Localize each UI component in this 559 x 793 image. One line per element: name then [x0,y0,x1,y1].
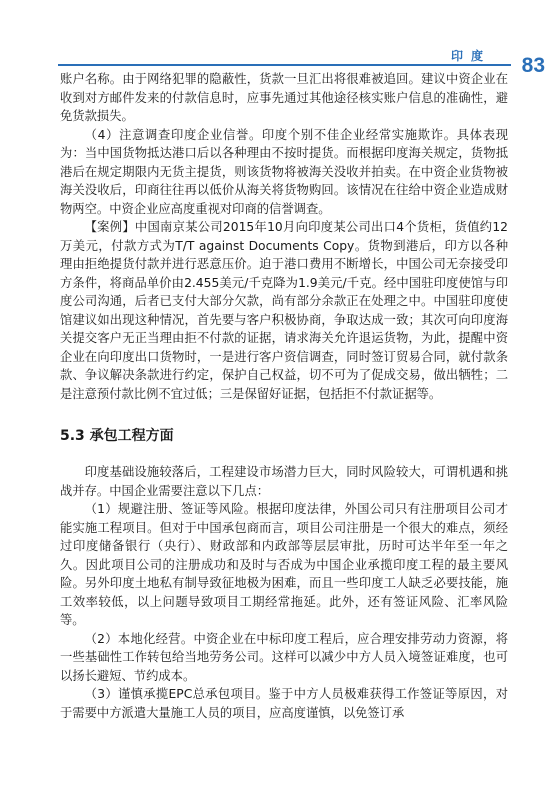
paragraph-account-name: 账户名称。由于网络犯罪的隐蔽性，货款一旦汇出将很难被追回。建议中资企业在收到对方邮件发来的付款信息时，应事先通过其他途径核实账户信息的准确性，避免货款损失。 [60,72,508,123]
page-content [60,70,508,722]
paragraph-epc: （3）谨慎承揽EPC总承包项目。鉴于中方人员极难获得工作签证等原因，对于需要中方派遣大量施工人员的项目，应高度谨慎，以免签订承 [60,687,508,720]
paragraph-localization: （2）本地化经营。中资企业在中标印度工程后，应合理安排劳动力资源，将一些基础性工作转包给当地劳务公司。这样可以减少中方人员入境签证难度，也可以扬长避短、节约成本。 [60,631,508,683]
paragraph-registration-risk: （1）规避注册、签证等风险。根据印度法律，外国公司只有注册项目公司才能实施工程项目。但对于中国承包商而言，项目公司注册是一个很大的难点，须经过印度储备银行（央行）、财政部和内政部等层层审批，历时可达半年至一年之久。因此项目公司的注册成功和及时与否成为中国企业承揽印度工程的最主要风险。另外印度土地私有制导致征地极为困难，而且一些印度工人缺乏必要技能，施工效率较低，以上问题导致项目工期经常拖延。此外，还有签证风险、汇率风险等。 [60,502,508,627]
page-number: 83 [521,54,545,77]
section-title: 5.3 承包工程方面 [60,428,174,444]
header-rule [58,64,511,66]
paragraph-credit-check: （4）注意调查印度企业信誉。印度个别不佳企业经常实施欺诈。具体表现为：当中国货物抵达港口后以各种理由不按时提货。而根据印度海关规定，货物抵港后在规定期限内无货主提货，则该货物将被海关没收并拍卖。在中资企业货物被海关没收后，印商往往再以低价从海关将货物购回。该情况在往给中资企业造成财物两空。中资企业应高度重视对印商的信誉调查。 [60,127,508,216]
chapter-label: 印度 [450,49,491,63]
paragraph-case-study: 【案例】中国南京某公司2015年10月向印度某公司出口4个货柜，货值约12万美元，付款方式为T/T against Documents Copy。货物到港后，印方以各种理由拒绝提货付款并进行恶意压价。迫于港口费用不断增长，中国公司无奈接受印方条件，将商品单价由2.455美元/千克降为1.9美元/千克。经中国驻印度使馆与印度公司沟通，后者已支付大部分欠款，尚有部分余款正在处理之中。中国驻印度使馆建议如出现这种情况，首先要与客户积极协商，争取达成一致；其次可向印度海关提交客户无正当理由拒不付款的证据，请求海关允许退运货物，为此，提醒中资企业在向印度出口货物时，一是进行客户资信调查，同时签订贸易合同，就付款条款、争议解决条款进行约定，保护自己权益，切不可为了促成交易，做出牺牲；二是注意预付款比例不宜过低；三是保留好证据，包括拒不付款证据等。 [60,220,508,401]
paragraph-intro: 印度基础设施较落后，工程建设市场潜力巨大，同时风险较大，可谓机遇和挑战并存。中国企业需要注意以下几点： [60,465,508,498]
